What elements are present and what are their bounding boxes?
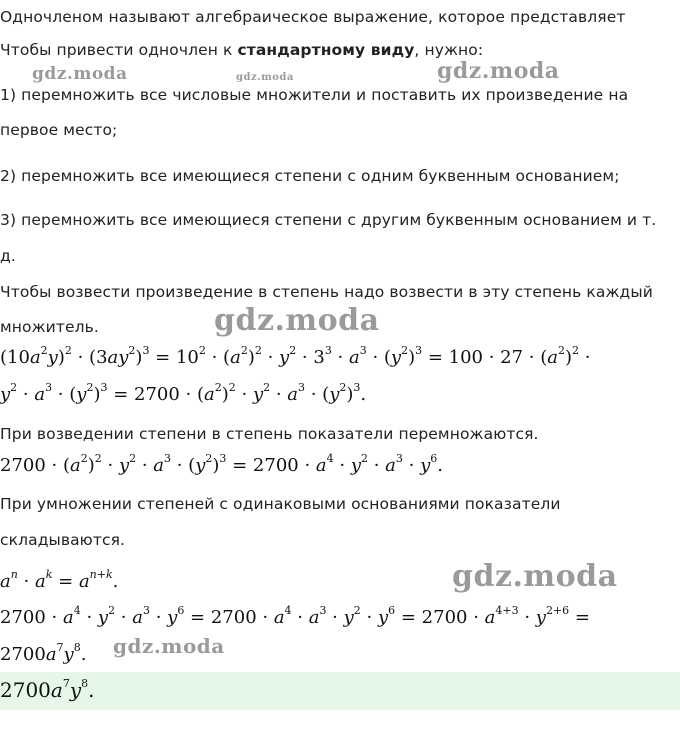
math-rule-formula: $a^n \cdot a^k = a^{n+k}$. <box>0 568 119 592</box>
definition-line: Одночленом называют алгебраическое выражение, которое представляет <box>0 8 626 26</box>
math-step-5: $2700a^7y^8$. <box>0 641 87 665</box>
watermark: gdz.moda <box>32 64 128 84</box>
power-rule-line2: множитель. <box>0 318 99 336</box>
power-rule-line1: Чтобы возвести произведение в степень надо возвести в эту степень каждый <box>0 283 653 301</box>
power-of-power-rule: При возведении степени в степень показатели перемножаются. <box>0 425 539 443</box>
rule-3-line1: 3) перемножить все имеющиеся степени с другим буквенным основанием и т. <box>0 211 657 229</box>
watermark: gdz.moda <box>437 58 560 84</box>
watermark: gdz.moda <box>113 634 225 658</box>
intro-text: Чтобы привести одночлен к <box>0 41 238 59</box>
multiply-powers-rule-line1: При умножении степеней с одинаковыми основаниями показатели <box>0 495 561 513</box>
watermark: gdz.moda <box>236 72 294 83</box>
rule-1-line1: 1) перемножить все числовые множители и поставить их произведение на <box>0 86 629 104</box>
answer-box <box>0 672 680 710</box>
intro-tail: , нужно: <box>414 41 484 59</box>
rule-3-line2: д. <box>0 247 16 265</box>
rule-2: 2) перемножить все имеющиеся степени с одним буквенным основанием; <box>0 167 620 185</box>
answer-value: $2700a^7y^8$. <box>0 677 95 702</box>
standard-form-term: стандартному виду <box>237 41 415 59</box>
watermark: gdz.moda <box>452 559 618 594</box>
math-step-1: $(10a^2y)^2 \cdot (3ay^2)^3 = 10^2 \cdot (a^2)^2 \cdot y^2 \cdot 3^3 \cdot a^3 \cdot (y^2)^3 = 100 \cdot 27 \cdot (a^2)^2$ · <box>0 344 591 368</box>
math-step-2: $y^2 \cdot a^3 \cdot (y^2)^3 = 2700 \cdot (a^2)^2 \cdot y^2 \cdot a^3 \cdot (y^2)^3$. <box>0 381 367 405</box>
standard-form-intro <box>0 41 483 59</box>
math-step-4: $2700 \cdot a^4 \cdot y^2 \cdot a^3 \cdot y^6 = 2700 \cdot a^4 \cdot a^3 \cdot y^2 \cdot y^6 = 2700 \cdot a^{4+3} \cdot y^{2+6}$ = <box>0 604 590 628</box>
watermark: gdz.moda <box>214 303 380 338</box>
rule-1-line2: первое место; <box>0 121 118 139</box>
math-step-3: $2700 \cdot (a^2)^2 \cdot y^2 \cdot a^3 \cdot (y^2)^3 = 2700 \cdot a^4 \cdot y^2 \cdot a^3 \cdot y^6$. <box>0 452 443 476</box>
multiply-powers-rule-line2: складываются. <box>0 531 126 549</box>
